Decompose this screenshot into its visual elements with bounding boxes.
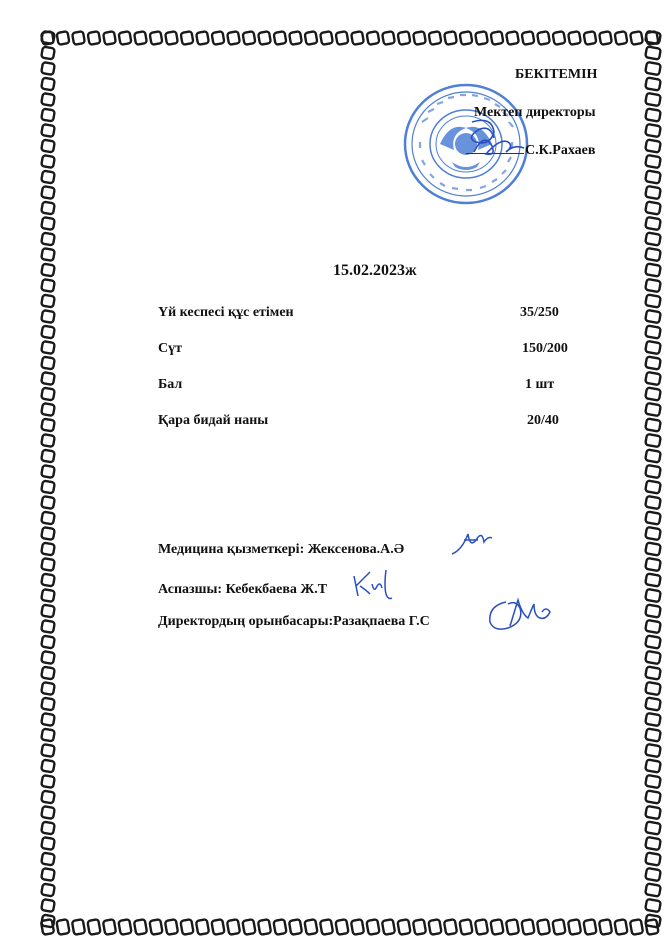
border-link — [490, 919, 503, 935]
border-link — [645, 744, 661, 757]
border-link — [41, 140, 55, 153]
border-link — [41, 775, 55, 788]
border-link — [645, 651, 661, 664]
border-link — [645, 77, 661, 90]
border-link — [196, 31, 209, 45]
border-link — [521, 919, 534, 935]
border-link — [645, 914, 661, 927]
border-link — [289, 919, 302, 935]
border-link — [645, 372, 661, 385]
border-link — [645, 325, 661, 338]
border-link — [180, 919, 193, 935]
border-link — [645, 263, 661, 276]
menu-item-quantity: 35/250 — [520, 305, 559, 320]
border-link — [41, 217, 55, 230]
border-link — [41, 202, 55, 215]
border-link — [645, 279, 661, 292]
border-link — [165, 31, 178, 45]
border-link — [41, 233, 55, 246]
border-link — [41, 341, 55, 354]
border-link — [41, 496, 55, 509]
border-link — [475, 31, 488, 45]
border-link — [41, 186, 55, 199]
border-link — [645, 666, 661, 679]
border-link — [568, 31, 581, 45]
border-link — [41, 31, 55, 44]
border-link — [645, 775, 661, 788]
border-link — [645, 46, 661, 59]
border-link — [645, 403, 661, 416]
border-link — [645, 620, 661, 633]
border-link — [41, 822, 55, 835]
menu-item-quantity: 20/40 — [527, 413, 559, 428]
border-link — [645, 790, 661, 803]
border-link — [335, 919, 348, 935]
border-link — [537, 919, 550, 935]
menu-item — [158, 413, 578, 433]
border-link — [645, 589, 661, 602]
border-link — [273, 919, 286, 935]
border-link — [645, 62, 661, 75]
border-link — [41, 481, 55, 494]
border-link — [103, 919, 116, 935]
border-link — [475, 919, 488, 935]
border-link — [382, 31, 395, 45]
border-link — [41, 465, 55, 478]
border-link — [41, 450, 55, 463]
director-signature — [470, 128, 530, 160]
border-link — [645, 418, 661, 431]
border-link — [41, 171, 55, 184]
menu-item-name: Үй кеспесі құс етімен — [158, 305, 294, 320]
border-link — [584, 31, 597, 45]
border-link — [382, 919, 395, 935]
approval-name: С.К.Рахаев — [525, 143, 596, 158]
border-link — [41, 47, 55, 60]
border-link — [645, 465, 661, 478]
border-link — [645, 635, 661, 648]
menu-item-name: Бал — [158, 377, 183, 392]
border-link — [367, 31, 380, 45]
border-link — [491, 31, 504, 45]
border-link — [41, 512, 55, 525]
border-link — [645, 310, 661, 323]
border-link — [645, 759, 661, 772]
menu-item-name: Сүт — [158, 341, 182, 356]
border-link — [149, 919, 162, 935]
border-link — [320, 919, 333, 935]
signature-deputy — [486, 596, 558, 636]
border-link — [320, 31, 333, 45]
border-link — [305, 31, 318, 45]
border-link — [645, 542, 661, 555]
border-link — [41, 527, 55, 540]
border-link — [351, 31, 364, 45]
border-link — [506, 31, 519, 45]
border-link — [41, 124, 55, 137]
border-link — [645, 852, 661, 865]
border-link — [630, 919, 643, 935]
border-link — [41, 543, 55, 556]
border-link — [243, 31, 256, 45]
border-link — [645, 821, 661, 834]
menu-item-name: Қара бидай наны — [158, 413, 269, 428]
document-date: 15.02.2023ж — [333, 262, 417, 279]
approval-role: Мектеп директоры — [474, 105, 596, 120]
border-link — [41, 791, 55, 804]
border-link — [41, 388, 55, 401]
border-link — [57, 31, 70, 45]
border-link — [41, 744, 55, 757]
border-link — [41, 868, 55, 881]
border-link — [41, 372, 55, 385]
border-link — [41, 651, 55, 664]
border-link — [41, 853, 55, 866]
border-link — [41, 667, 55, 680]
border-link — [645, 434, 661, 447]
border-link — [615, 31, 628, 45]
border-link — [645, 93, 661, 106]
border-link — [630, 31, 643, 45]
signature-medical — [448, 526, 496, 560]
border-link — [599, 31, 612, 45]
border-link — [41, 729, 55, 742]
border-link — [56, 919, 69, 935]
menu-item — [158, 377, 578, 397]
border-link — [413, 919, 426, 935]
border-link — [41, 109, 55, 122]
border-link — [583, 919, 596, 935]
border-link — [645, 217, 661, 230]
border-link — [41, 558, 55, 571]
border-link — [41, 264, 55, 277]
border-link — [645, 604, 661, 617]
border-link — [444, 919, 457, 935]
border-link — [645, 837, 661, 850]
border-link — [645, 899, 661, 912]
border-link — [41, 589, 55, 602]
border-link — [645, 573, 661, 586]
border-link — [41, 78, 55, 91]
border-link — [41, 915, 55, 928]
border-link — [258, 919, 271, 935]
staff-deputy: Директордың орынбасары:Разақпаева Г.С — [158, 614, 430, 629]
border-link — [444, 31, 457, 45]
border-link — [429, 31, 442, 45]
staff-medical: Медицина қызметкері: Жексенова.А.Ә — [158, 542, 405, 557]
border-link — [366, 919, 379, 935]
border-link — [599, 919, 612, 935]
border-link — [134, 31, 147, 45]
border-link — [41, 899, 55, 912]
border-link — [645, 108, 661, 121]
border-link — [645, 697, 661, 710]
border-link — [304, 919, 317, 935]
border-link — [568, 919, 581, 935]
border-link — [645, 232, 661, 245]
border-link — [72, 919, 85, 935]
border-link — [242, 919, 255, 935]
border-link — [428, 919, 441, 935]
border-link — [645, 387, 661, 400]
border-link — [212, 31, 225, 45]
signature-cook — [348, 566, 400, 604]
border-link — [211, 919, 224, 935]
border-link — [41, 713, 55, 726]
border-link — [258, 31, 271, 45]
border-link — [41, 248, 55, 261]
border-link — [41, 434, 55, 447]
border-link — [398, 31, 411, 45]
border-link — [645, 868, 661, 881]
border-link — [553, 31, 566, 45]
border-link — [88, 31, 101, 45]
border-link — [645, 527, 661, 540]
border-link — [397, 919, 410, 935]
decorative-border-top — [40, 30, 660, 46]
border-link — [645, 139, 661, 152]
border-link — [41, 682, 55, 695]
border-link — [645, 713, 661, 726]
border-link — [41, 760, 55, 773]
border-link — [118, 919, 131, 935]
border-link — [196, 919, 209, 935]
border-link — [41, 357, 55, 370]
border-link — [227, 919, 240, 935]
border-link — [645, 682, 661, 695]
border-link — [41, 636, 55, 649]
border-link — [645, 201, 661, 214]
border-link — [41, 620, 55, 633]
border-link — [645, 248, 661, 261]
border-link — [72, 31, 85, 45]
border-link — [41, 310, 55, 323]
border-link — [87, 919, 100, 935]
border-link — [165, 919, 178, 935]
border-link — [459, 919, 472, 935]
border-link — [227, 31, 240, 45]
border-link — [41, 62, 55, 75]
border-link — [645, 728, 661, 741]
menu-item — [158, 305, 578, 325]
menu-item-quantity: 1 шт — [525, 377, 555, 392]
border-link — [150, 31, 163, 45]
border-link — [41, 93, 55, 106]
border-link — [103, 31, 116, 45]
border-link — [41, 837, 55, 850]
border-link — [645, 496, 661, 509]
decorative-border-left — [40, 30, 56, 936]
border-link — [41, 605, 55, 618]
border-link — [41, 403, 55, 416]
border-link — [41, 806, 55, 819]
border-link — [552, 919, 565, 935]
border-link — [645, 31, 661, 44]
border-link — [645, 170, 661, 183]
border-link — [645, 155, 661, 168]
border-link — [645, 356, 661, 369]
border-link — [119, 31, 132, 45]
border-link — [351, 919, 364, 935]
border-link — [41, 326, 55, 339]
border-link — [522, 31, 535, 45]
menu-item — [158, 341, 578, 361]
border-link — [134, 919, 147, 935]
border-link — [41, 419, 55, 432]
border-link — [537, 31, 550, 45]
staff-cook: Аспазшы: Кебекбаева Ж.Т — [158, 582, 328, 597]
decorative-border-right — [644, 30, 662, 936]
border-link — [336, 31, 349, 45]
border-link — [413, 31, 426, 45]
border-link — [645, 294, 661, 307]
border-link — [289, 31, 302, 45]
border-link — [645, 341, 661, 354]
border-link — [645, 558, 661, 571]
border-link — [645, 511, 661, 524]
border-link — [645, 124, 661, 137]
border-link — [460, 31, 473, 45]
border-link — [645, 480, 661, 493]
border-link — [614, 919, 627, 935]
border-link — [274, 31, 287, 45]
menu-item-quantity: 150/200 — [522, 341, 568, 356]
border-link — [645, 806, 661, 819]
border-link — [41, 884, 55, 897]
border-link — [41, 574, 55, 587]
border-link — [41, 295, 55, 308]
border-link — [645, 186, 661, 199]
border-link — [41, 279, 55, 292]
border-link — [506, 919, 519, 935]
decorative-border-bottom — [40, 918, 660, 936]
border-link — [181, 31, 194, 45]
border-link — [645, 883, 661, 896]
approval-title: БЕКІТЕМІН — [515, 67, 598, 82]
border-link — [41, 155, 55, 168]
border-link — [645, 449, 661, 462]
border-link — [41, 698, 55, 711]
